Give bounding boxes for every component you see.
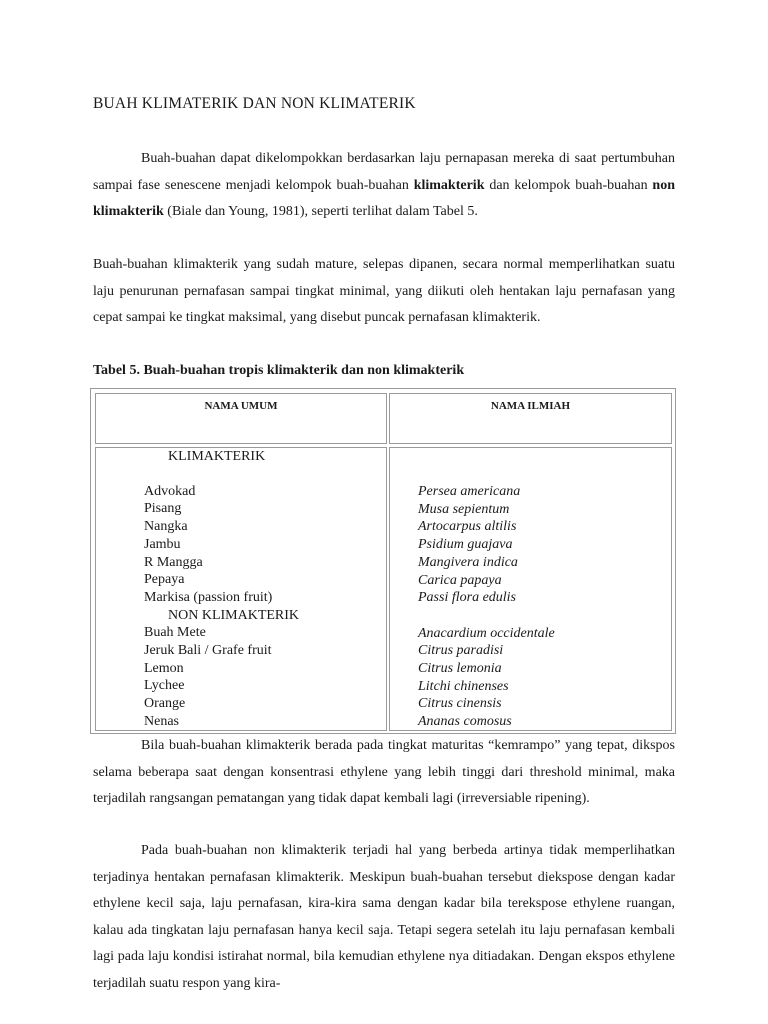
intro-text-3: (Biale dan Young, 1981), seperti terlihat dalam Tabel 5. <box>163 204 478 219</box>
paragraph-climacteric-description: Buah-buahan klimakterik yang sudah mature, selepas dipanen, secara normal memperlihatkan suatu laju penurunan pernafasan sampai tingkat minimal, yang diikuti oleh hentakan laju pernafasan yang cepat sampai ke tingkat maksimal, yang disebut puncak pernafasan klimakterik. <box>93 257 675 325</box>
list-item: Lemon <box>144 660 184 676</box>
paragraph-intro <box>93 146 675 226</box>
header-common-name: NAMA UMUM <box>204 400 278 412</box>
list-item: Pepaya <box>144 572 185 588</box>
list-item: Artocarpus altilis <box>418 519 517 535</box>
list-item: Markisa (passion fruit) <box>144 589 273 605</box>
header-cell-common <box>95 393 387 444</box>
list-item: Pisang <box>144 501 182 517</box>
group-label-non-klimakterik: NON KLIMAKTERIK <box>168 607 300 623</box>
header-scientific-name: NAMA ILMIAH <box>490 400 571 412</box>
table-caption: Tabel 5. Buah-buahan tropis klimakterik dan non klimakterik <box>93 363 465 378</box>
list-item: R Mangga <box>144 554 203 570</box>
list-item: Advokad <box>144 483 196 499</box>
list-item: Litchi chinenses <box>418 678 509 694</box>
document-title: BUAH KLIMATERIK DAN NON KLIMATERIK <box>93 95 416 112</box>
paragraph-non-climacteric: Pada buah-buahan non klimakterik terjadi hal yang berbeda artinya tidak memperlihatkan terjadinya hentakan pernafasan klimakterik. Meskipun buah-buahan tersebut diekspose dengan kadar ethylene kecil saja, laju pernafasan, kira-kira sama dengan kadar bila terekspose ethylene ruangan, kalau ada tingkatan laju pernafasan hanya kecil saja. Tetapi segera setelah itu laju pernafasan kembali lagi pada laju kondisi istirahat normal, bila kemudian ethylene nya ditiadakan. Dengan ekspos ethylene terjadilah suatu respon yang kira- <box>93 843 675 991</box>
spacer <box>418 607 555 625</box>
body-cell-scientific <box>389 447 672 731</box>
list-item: Buah Mete <box>144 625 206 641</box>
list-item: Lychee <box>144 678 185 694</box>
fruit-table <box>90 388 676 734</box>
list-item: Psidium guajava <box>418 537 513 553</box>
list-item: Passi flora edulis <box>418 590 517 606</box>
header-cell-scientific <box>389 393 672 444</box>
list-item: Citrus lemonia <box>418 661 502 677</box>
list-item: Citrus cinensis <box>418 696 502 712</box>
scientific-name-list <box>418 483 555 731</box>
list-item: Ananas comosus <box>418 714 512 730</box>
list-item: Nenas <box>144 713 179 729</box>
intro-text-1: Buah-buahan dapat dikelompokkan berdasarkan laju pernapasan mereka di saat pertumbuhan sampai fase senescene menjadi kelompok buah-buahan <box>93 151 675 193</box>
list-item: Orange <box>144 696 186 712</box>
list-item: Nangka <box>144 519 188 535</box>
list-item: Carica papaya <box>418 572 502 588</box>
group-label-klimakterik: KLIMAKTERIK <box>168 449 266 464</box>
list-item: Jambu <box>144 536 181 552</box>
body-cell-common <box>95 447 387 731</box>
list-item: Jeruk Bali / Grafe fruit <box>144 643 272 659</box>
term-klimakterik: klimakterik <box>413 177 485 193</box>
list-item: Musa sepientum <box>418 501 510 517</box>
common-name-list <box>144 448 299 731</box>
intro-text-2: dan kelompok buah-buahan <box>484 177 653 193</box>
list-item: Persea americana <box>418 484 521 499</box>
list-item: Mangivera indica <box>418 554 518 570</box>
list-item: Citrus paradisi <box>418 643 504 659</box>
term-non-klimakterik: non klimakterik <box>93 177 675 219</box>
paragraph-ethylene-climacteric: Bila buah-buahan klimakterik berada pada tingkat maturitas “kemrampo” yang tepat, dikspos selama beberapa saat dengan konsentrasi ethylene yang lebih tinggi dari threshold minimal, maka terjadilah rangsangan pematangan yang tidak dapat kembali lagi (irreversiable ripening). <box>93 738 675 806</box>
list-item: Anacardium occidentale <box>418 625 555 641</box>
